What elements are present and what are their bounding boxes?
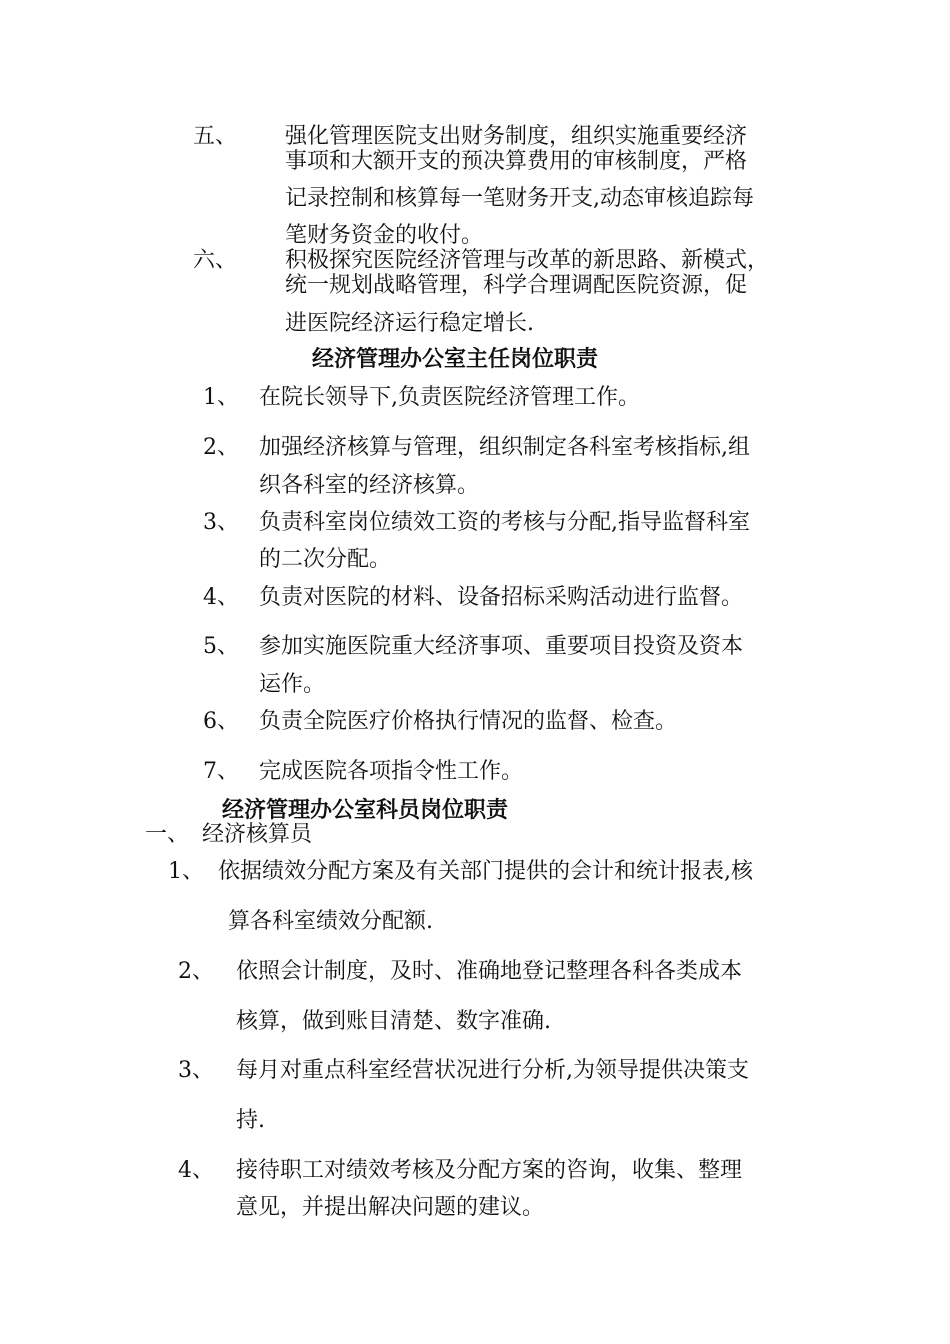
- director-item-7-num: 7、: [203, 759, 239, 784]
- staff-item-3-num: 3、: [178, 1058, 214, 1083]
- director-item-2-num: 2、: [203, 435, 239, 460]
- section-five-marker: 五、: [193, 124, 238, 149]
- section-five-line-4: 笔财务资金的收付。: [285, 223, 484, 248]
- staff-item-1-line-2: 算各科室绩效分配额.: [228, 909, 433, 934]
- staff-item-4-num: 4、: [178, 1158, 214, 1183]
- staff-item-2-line-2: 核算，做到账目清楚、数字准确.: [236, 1009, 551, 1034]
- staff-item-3-line-2: 持.: [236, 1108, 265, 1133]
- staff-subsection-title: 经济核算员: [202, 822, 313, 847]
- director-item-3-num: 3、: [203, 510, 239, 535]
- director-item-1-num: 1、: [203, 385, 239, 410]
- staff-item-1-line-1: 依据绩效分配方案及有关部门提供的会计和统计报表,核: [218, 859, 753, 884]
- director-item-4-num: 4、: [203, 585, 239, 610]
- director-item-6-line-1: 负责全院医疗价格执行情况的监督、检查。: [259, 709, 678, 734]
- director-item-1-line-1: 在院长领导下,负责医院经济管理工作。: [259, 385, 640, 410]
- director-item-7-line-1: 完成医院各项指令性工作。: [259, 759, 524, 784]
- director-item-3-line-2: 的二次分配。: [259, 547, 392, 572]
- staff-item-4-line-1: 接待职工对绩效考核及分配方案的咨询，收集、整理: [236, 1158, 743, 1183]
- director-item-3-line-1: 负责科室岗位绩效工资的考核与分配,指导监督科室: [259, 510, 750, 535]
- director-item-5-num: 5、: [203, 634, 239, 659]
- staff-item-4-line-2: 意见，并提出解决问题的建议。: [236, 1195, 545, 1220]
- section-six-line-1: 积极探究医院经济管理与改革的新思路、新模式，: [285, 248, 770, 273]
- director-item-5-line-1: 参加实施医院重大经济事项、重要项目投资及资本: [259, 634, 744, 659]
- staff-subsection-marker: 一、: [145, 822, 190, 847]
- director-item-2-line-1: 加强经济核算与管理，组织制定各科室考核指标,组: [259, 435, 750, 460]
- staff-duties-heading: 经济管理办公室科员岗位职责: [222, 797, 509, 823]
- director-item-5-line-2: 运作。: [259, 672, 326, 697]
- section-six-line-3: 进医院经济运行稳定增长.: [285, 311, 534, 336]
- staff-item-3-line-1: 每月对重点科室经营状况进行分析,为领导提供决策支: [236, 1058, 749, 1083]
- staff-item-2-num: 2、: [178, 959, 214, 984]
- section-five-line-1: 强化管理医院支出财务制度，组织实施重要经济: [285, 124, 748, 149]
- director-item-4-line-1: 负责对医院的材料、设备招标采购活动进行监督。: [259, 585, 744, 610]
- staff-item-1-num: 1、: [168, 859, 204, 884]
- section-six-line-2: 统一规划战略管理，科学合理调配医院资源，促: [285, 273, 748, 298]
- staff-item-2-line-1: 依照会计制度，及时、准确地登记整理各科各类成本: [236, 959, 743, 984]
- director-item-2-line-2: 织各科室的经济核算。: [259, 473, 480, 498]
- section-five-line-2: 事项和大额开支的预决算费用的审核制度，严格: [285, 149, 748, 174]
- director-item-6-num: 6、: [203, 709, 239, 734]
- section-five-line-3: 记录控制和核算每一笔财务开支,动态审核追踪每: [285, 186, 754, 211]
- section-six-marker: 六、: [193, 248, 238, 273]
- director-duties-heading: 经济管理办公室主任岗位职责: [312, 346, 599, 372]
